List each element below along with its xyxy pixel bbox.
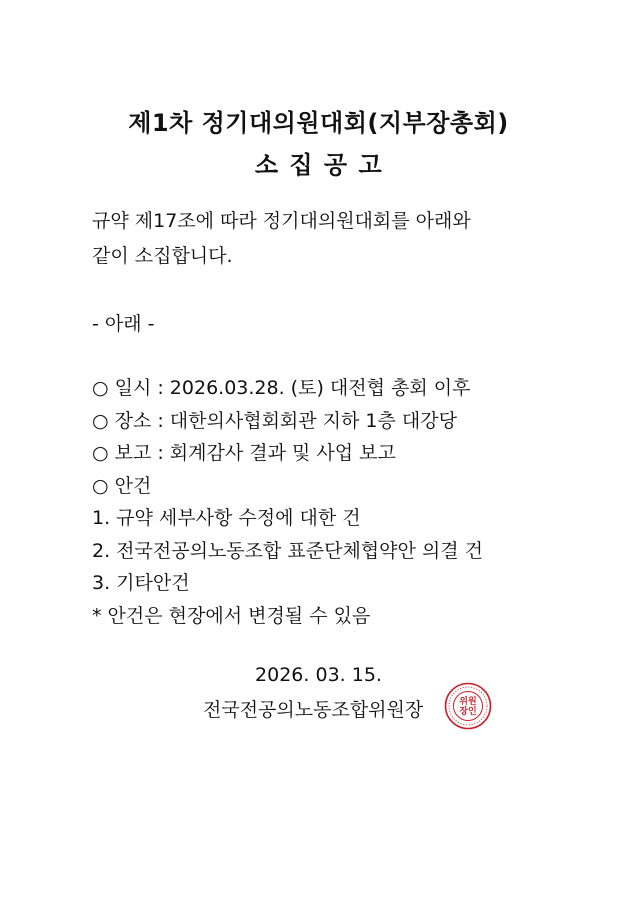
agenda-item-report: ○ 보고 : 회계감사 결과 및 사업 보고 xyxy=(92,442,396,464)
agenda-item-3: 3. 기타안건 xyxy=(92,572,190,594)
intro-text-line-2: 같이 소집합니다. xyxy=(92,245,233,267)
agenda-item-1: 1. 규약 세부사항 수정에 대한 건 xyxy=(92,507,361,529)
official-seal-icon xyxy=(444,682,492,730)
seal-text-bottom: 장인 xyxy=(459,707,477,717)
section-heading: - 아래 - xyxy=(92,313,155,335)
agenda-note: * 안건은 현장에서 변경될 수 있음 xyxy=(92,604,371,627)
agenda-item-location: ○ 장소 : 대한의사협회회관 지하 1층 대강당 xyxy=(92,409,457,432)
issue-date: 2026. 03. 15. xyxy=(255,664,382,686)
notice-title: 제1차 정기대의원대회(지부장총회) xyxy=(128,109,509,137)
notice-subtitle: 소 집 공 고 xyxy=(254,151,383,179)
agenda-item-agenda: ○ 안건 xyxy=(92,474,152,497)
agenda-list xyxy=(92,372,483,632)
seal-text-top: 위원 xyxy=(459,697,477,707)
agenda-item-datetime: ○ 일시 : 2026.03.28. (토) 대전협 총회 이후 xyxy=(92,377,471,399)
issuer-name: 전국전공의노동조합위원장 xyxy=(203,699,424,721)
agenda-item-2: 2. 전국전공의노동조합 표준단체협약안 의결 건 xyxy=(92,539,484,562)
intro-text-line-1: 규약 제17조에 따라 정기대의원대회를 아래와 xyxy=(92,210,471,232)
